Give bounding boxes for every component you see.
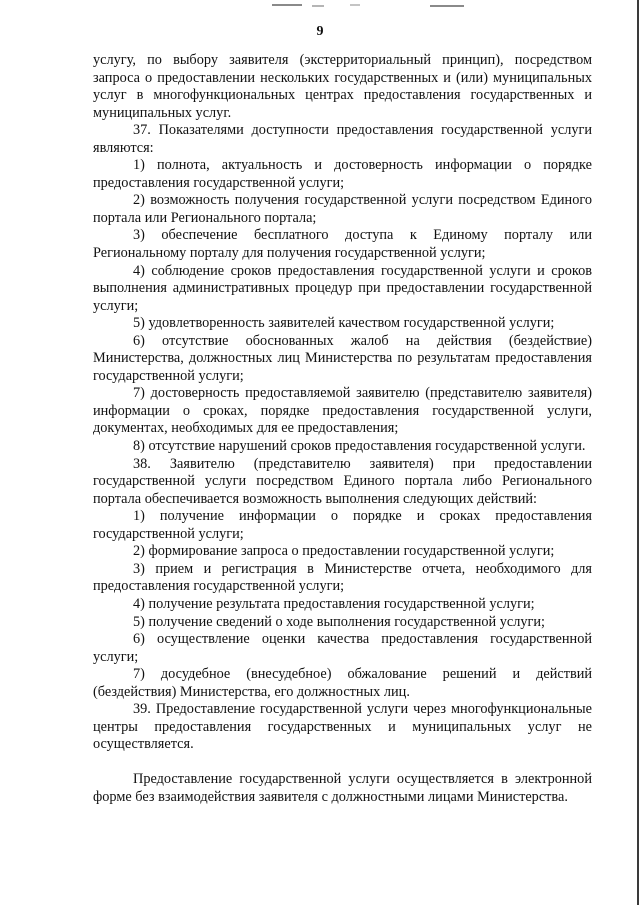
paragraph: 8) отсутствие нарушений сроков предоставления государственной услуги.: [133, 438, 586, 455]
paragraph: 2) возможность получения государственной услуги посредством Единого портала или Регионального портала;: [93, 192, 592, 226]
scan-artifact: [350, 4, 360, 6]
paragraph: 5) получение сведений о ходе выполнения государственной услуги;: [133, 613, 545, 630]
paragraph: 37. Показателями доступности предоставления государственной услуги являются:: [93, 122, 592, 156]
page-number: 9: [316, 24, 324, 39]
paragraph: 3) обеспечение бесплатного доступа к Единому порталу или Региональному порталу для получения государственной услуги;: [93, 227, 592, 262]
page-edge-shadow: [637, 0, 639, 905]
paragraph: Предоставление государственной услуги осуществляется в электронной форме без взаимодействия заявителя с должностными лицами Министерства.: [93, 771, 592, 805]
paragraph: 2) формирование запроса о предоставлении государственной услуги;: [133, 543, 555, 560]
paragraph: 38. Заявителю (представителю заявителя) при предоставлении государственной услуги посредством Единого портала либо Регионального портала обеспечивается возможность выполнения следующих действий:: [93, 455, 592, 507]
paragraph: 6) осуществление оценки качества предоставления государственной услуги;: [93, 631, 592, 665]
paragraph: 1) получение информации о порядке и сроках предоставления государственной услуги;: [93, 508, 592, 542]
paragraph: 6) отсутствие обоснованных жалоб на действия (бездействие) Министерства, должностных лиц Министерства по результатам предоставления государственной услуги;: [93, 332, 592, 384]
paragraph: 4) получение результата предоставления государственной услуги;: [133, 595, 535, 612]
scan-artifact: [430, 5, 464, 7]
paragraph: 5) удовлетворенность заявителей качеством государственной услуги;: [133, 315, 555, 332]
paragraph: 4) соблюдение сроков предоставления государственной услуги и сроков выполнения административных процедур при предоставлении государственной услуги;: [93, 262, 592, 314]
paragraph: услугу, по выбору заявителя (экстерриториальный принцип), посредством запроса о предоставлении нескольких государственных и (или) муниципальных услуг в многофункциональных центрах предоставления государственных и муниципальных услуг.: [93, 52, 592, 121]
scan-artifact: [272, 4, 302, 6]
paragraph: 39. Предоставление государственной услуги через многофункциональные центры предоставления государственных и муниципальных услуг не осуществляется.: [93, 701, 592, 753]
document-body: [93, 52, 592, 806]
paragraph: 3) прием и регистрация в Министерстве отчета, необходимого для предоставления государственной услуги;: [93, 560, 592, 595]
paragraph: 7) досудебное (внесудебное) обжалование решений и действий (бездействия) Министерства, его должностных лиц.: [93, 666, 592, 700]
paragraph: 1) полнота, актуальность и достоверность информации о порядке предоставления государственной услуги;: [93, 157, 592, 191]
paragraph: 7) достоверность предоставляемой заявителю (представителю заявителя) информации о сроках, порядке предоставления государственной услуги, документах, необходимых для ее предоставления;: [93, 385, 592, 437]
scan-artifact: [312, 5, 324, 7]
